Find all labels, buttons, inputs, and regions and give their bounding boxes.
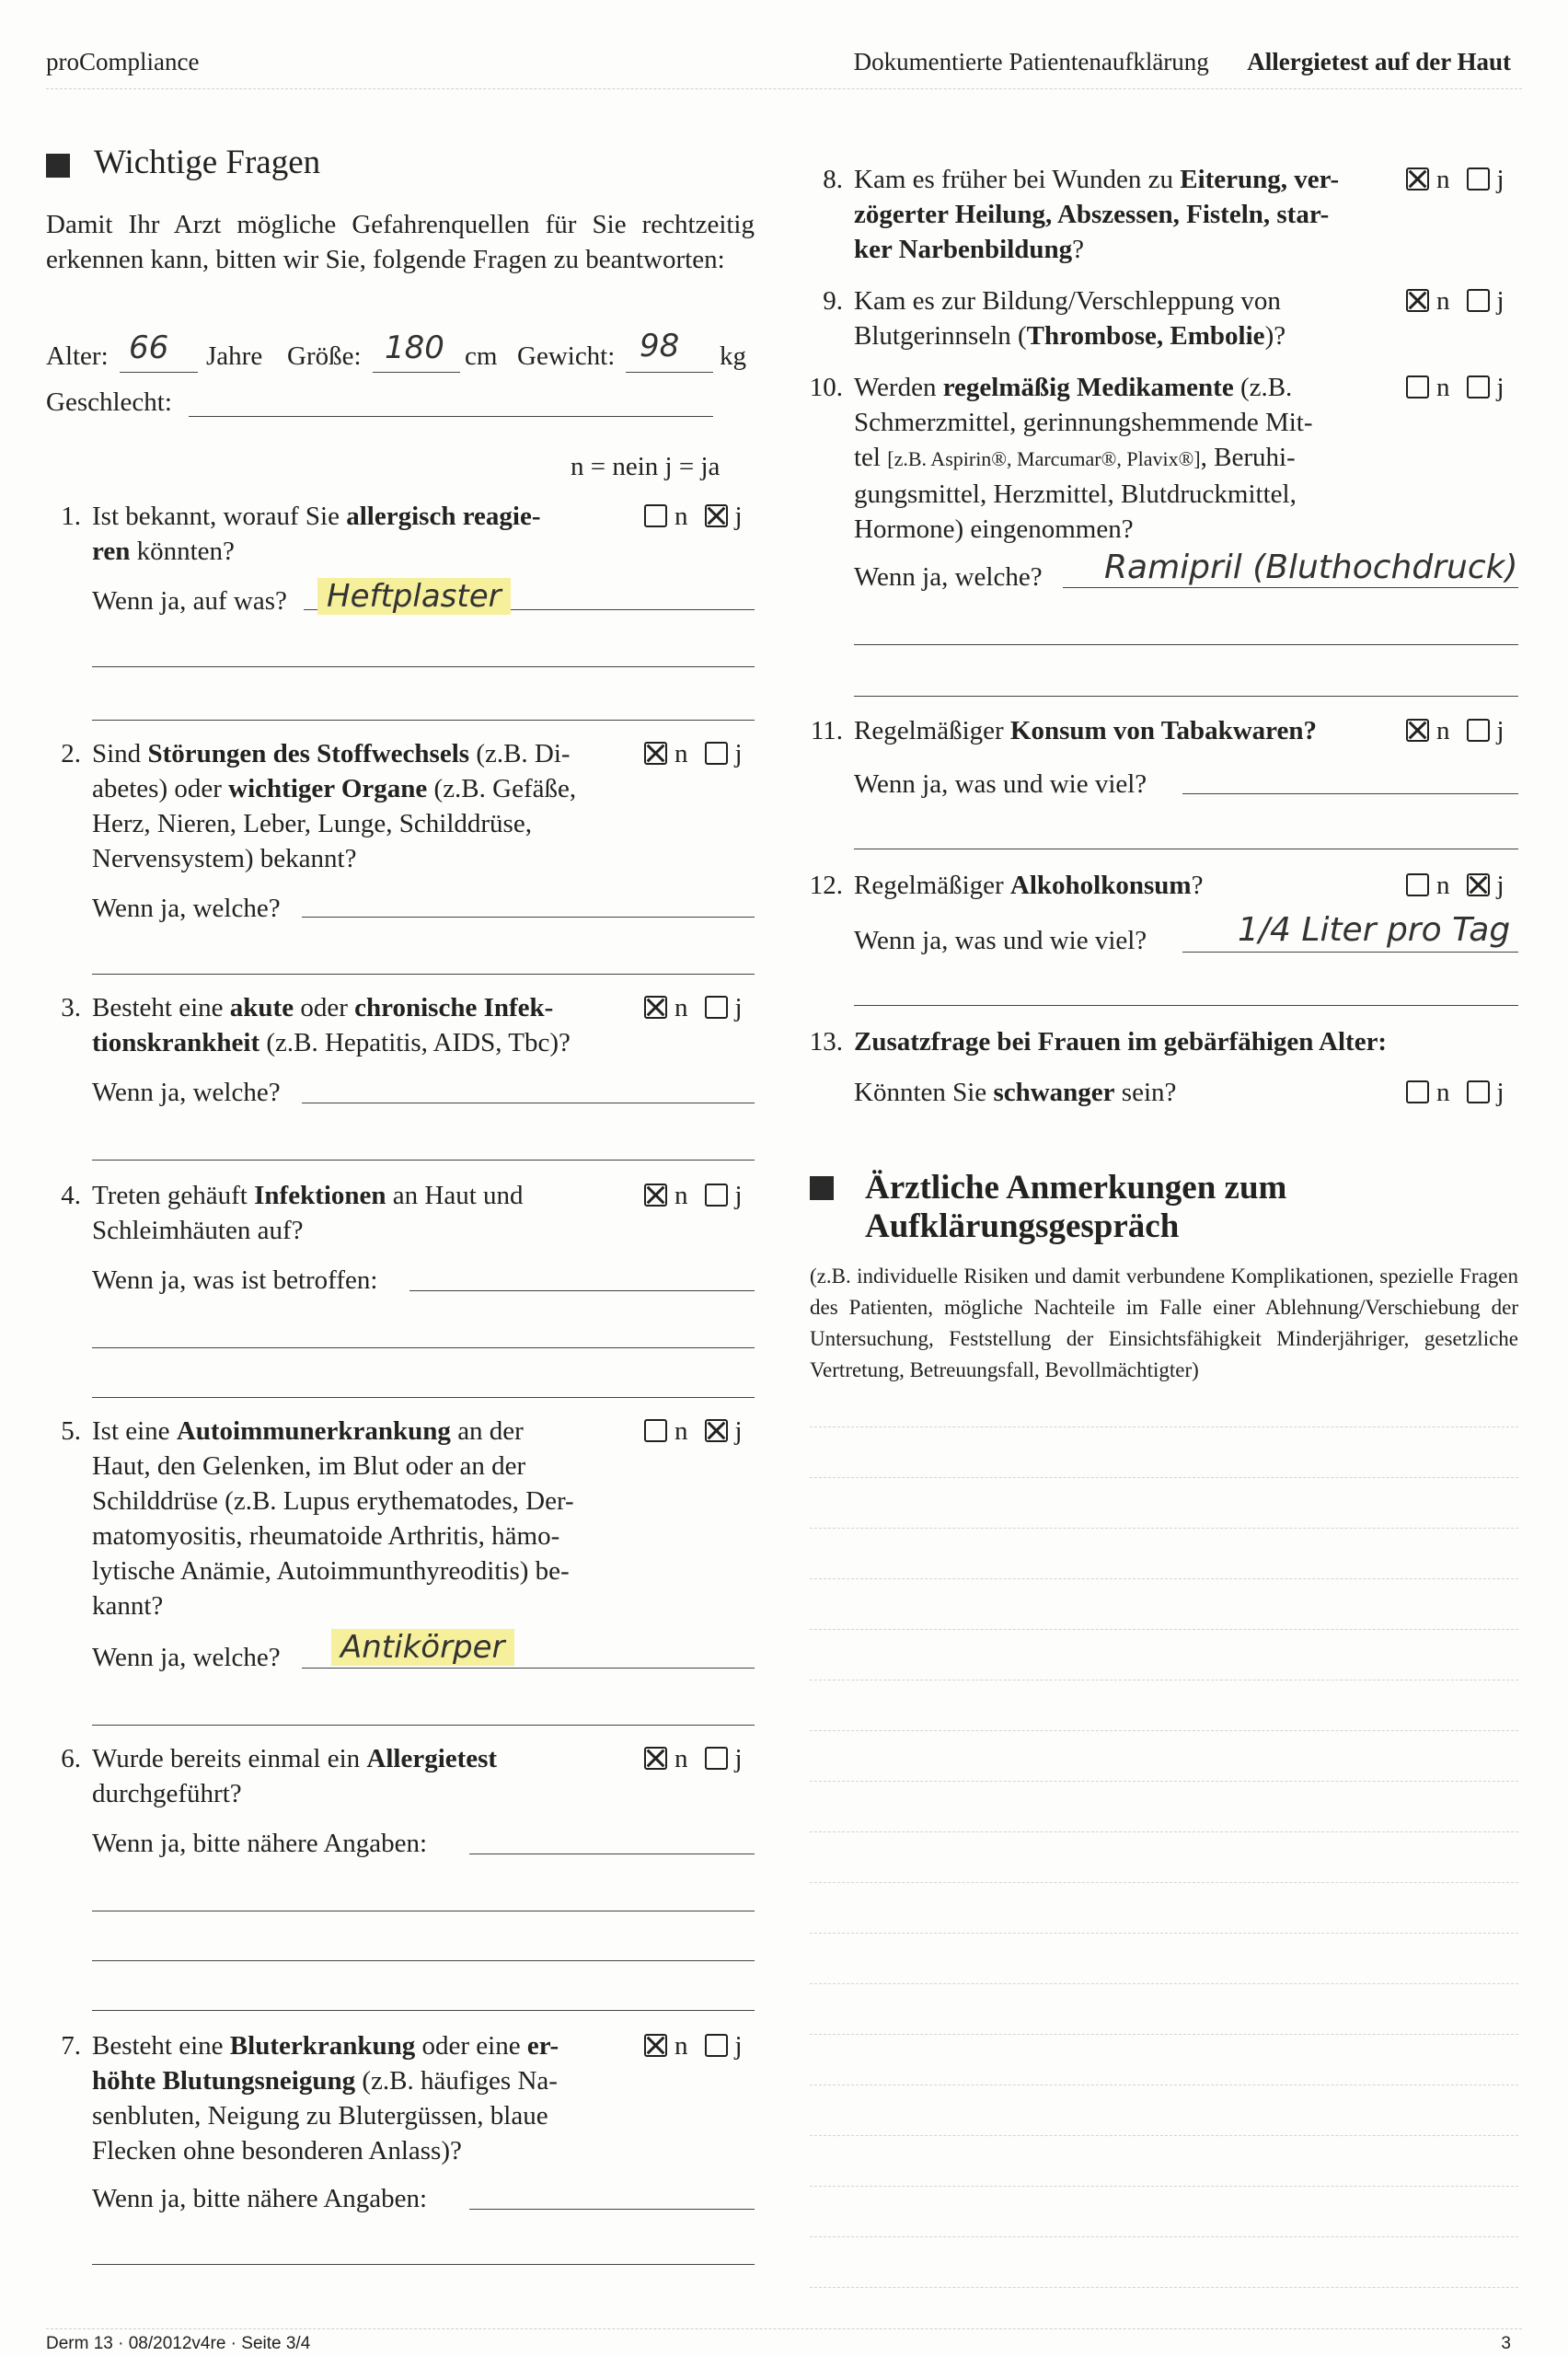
question-9-checkboxes: n j [1406, 283, 1505, 318]
height-value[interactable]: 180 [385, 329, 444, 366]
notes-line[interactable] [810, 2287, 1518, 2288]
q4-extra-line[interactable] [92, 1347, 755, 1348]
q6-extra-line[interactable] [92, 2010, 755, 2011]
q7-follow-label: Wenn ja, bitte nähere Angaben: [92, 2184, 428, 2213]
q12-checkbox-j[interactable] [1467, 873, 1490, 896]
footer-code: Derm 13 · 08/2012v4re · Seite 3/4 [46, 2334, 311, 2353]
q12-extra-line[interactable] [854, 1005, 1518, 1006]
section2-note: (z.B. individuelle Risiken und damit verbundene Komplikationen, spezielle Fragen des Patienten, mögliche Nachteile im Falle einer Ablehnung/Verschiebung der Untersuchung, Feststellung der Einsichtsfähigkeit Minderjähriger, gesetzliche Vertretung, Betreuungsfall, Bevollmächtigter) [810, 1265, 1518, 1381]
height-unit: cm [465, 341, 498, 371]
q10-checkbox-n[interactable] [1406, 375, 1429, 398]
notes-line[interactable] [810, 2135, 1518, 2136]
footer-divider [46, 2328, 1522, 2329]
page-number: 3 [1501, 2334, 1511, 2353]
notes-line[interactable] [810, 2034, 1518, 2035]
notes-line[interactable] [810, 1578, 1518, 1579]
q2-answer-line[interactable] [302, 917, 755, 918]
q5-checkbox-n[interactable] [644, 1419, 667, 1442]
q11-checkbox-j[interactable] [1467, 719, 1490, 742]
q2-follow-label: Wenn ja, welche? [92, 894, 281, 923]
q12-answer-line[interactable] [1182, 952, 1518, 953]
q6-checkbox-j[interactable] [705, 1747, 728, 1770]
q1-checkbox-n[interactable] [644, 504, 667, 527]
doc-type: Dokumentierte Patientenaufklärung [853, 48, 1209, 75]
question-3-checkboxes: n j [644, 990, 743, 1025]
q1-extra-line[interactable] [92, 720, 755, 721]
q13-checkbox-n[interactable] [1406, 1080, 1429, 1103]
q4-checkbox-n[interactable] [644, 1184, 667, 1207]
q4-checkbox-j[interactable] [705, 1184, 728, 1207]
q11-checkbox-n[interactable] [1406, 719, 1429, 742]
q4-answer-line[interactable] [409, 1290, 755, 1291]
q2-extra-line[interactable] [92, 974, 755, 975]
section-title-wichtige-fragen: Wichtige Fragen [46, 143, 320, 182]
q5-answer-line[interactable] [302, 1668, 755, 1669]
question-2-checkboxes: n j [644, 736, 743, 771]
q6-checkbox-n[interactable] [644, 1747, 667, 1770]
intro-text: Damit Ihr Arzt mögliche Gefahrenquellen für Sie rechtzeitig erkennen kann, bitten wir Sie, folgende Fragen zu beantworten: [46, 210, 755, 274]
q8-checkbox-n[interactable] [1406, 167, 1429, 191]
q13-follow-label: Könnten Sie schwanger sein? [854, 1078, 1177, 1107]
q12-answer[interactable]: 1/4 Liter pro Tag [1238, 911, 1511, 949]
notes-line[interactable] [810, 1933, 1518, 1934]
age-value[interactable]: 66 [129, 329, 169, 366]
q12-checkbox-n[interactable] [1406, 873, 1429, 896]
q8-checkbox-j[interactable] [1467, 167, 1490, 191]
q4-extra-line[interactable] [92, 1397, 755, 1398]
q7-extra-line[interactable] [92, 2264, 755, 2265]
question-1-checkboxes: n j [644, 499, 743, 534]
header-title-group [854, 48, 1511, 76]
notes-line[interactable] [810, 1983, 1518, 1984]
height-label: Größe: [287, 341, 362, 371]
q9-checkbox-n[interactable] [1406, 289, 1429, 312]
q9-checkbox-j[interactable] [1467, 289, 1490, 312]
notes-line[interactable] [810, 1528, 1518, 1529]
question-10-checkboxes: n j [1406, 370, 1505, 405]
q6-extra-line[interactable] [92, 1960, 755, 1961]
question-4-checkboxes: n j [644, 1178, 743, 1213]
q3-checkbox-j[interactable] [705, 996, 728, 1019]
q10-extra-line[interactable] [854, 696, 1518, 697]
q7-checkbox-j[interactable] [705, 2034, 728, 2057]
weight-value[interactable]: 98 [640, 328, 680, 364]
section-square-icon [810, 1176, 834, 1200]
notes-line[interactable] [810, 2236, 1518, 2237]
q3-checkbox-n[interactable] [644, 996, 667, 1019]
notes-line[interactable] [810, 1477, 1518, 1478]
notes-line[interactable] [810, 1882, 1518, 1883]
notes-line[interactable] [810, 1730, 1518, 1731]
brand-logo: proCompliance [46, 48, 200, 75]
doc-title: Allergietest auf der Haut [1247, 48, 1511, 75]
gender-field-line[interactable] [189, 416, 713, 417]
q1-follow-label: Wenn ja, auf was? [92, 586, 287, 616]
q2-checkbox-n[interactable] [644, 742, 667, 765]
q7-checkbox-n[interactable] [644, 2034, 667, 2057]
q1-checkbox-j[interactable] [705, 504, 728, 527]
q3-extra-line[interactable] [92, 1160, 755, 1161]
q5-checkbox-j[interactable] [705, 1419, 728, 1442]
q4-follow-label: Wenn ja, was ist betroffen: [92, 1265, 378, 1295]
q5-answer: Antikörper [331, 1629, 514, 1666]
weight-label: Gewicht: [517, 341, 616, 371]
q5-extra-line[interactable] [92, 1725, 755, 1726]
q2-checkbox-j[interactable] [705, 742, 728, 765]
q6-follow-label: Wenn ja, bitte nähere Angaben: [92, 1829, 428, 1858]
q12-follow-label: Wenn ja, was und wie viel? [854, 926, 1147, 955]
q11-follow-label: Wenn ja, was und wie viel? [854, 769, 1147, 799]
q7-answer-line[interactable] [469, 2209, 755, 2210]
q13-checkbox-j[interactable] [1467, 1080, 1490, 1103]
q10-extra-line[interactable] [854, 644, 1518, 645]
weight-field-line [626, 372, 713, 373]
notes-line[interactable] [810, 1781, 1518, 1782]
q1-answer: Heftplaster [317, 578, 511, 615]
q10-answer[interactable]: Ramipril (Bluthochdruck) [1104, 549, 1518, 586]
q11-answer-line[interactable] [1182, 793, 1518, 794]
notes-line[interactable] [810, 1831, 1518, 1832]
question-11-checkboxes: n j [1406, 713, 1505, 748]
q3-follow-label: Wenn ja, welche? [92, 1078, 281, 1107]
header-divider [46, 88, 1522, 89]
q5-follow-label: Wenn ja, welche? [92, 1643, 281, 1672]
height-field-line [373, 372, 460, 373]
q10-answer-line[interactable] [1063, 587, 1518, 588]
section-square-icon [46, 154, 70, 178]
notes-line[interactable] [810, 1426, 1518, 1427]
legend-text: n = nein j = ja [571, 452, 721, 481]
age-unit: Jahre [206, 341, 263, 371]
q1-extra-line[interactable] [92, 666, 755, 667]
question-8-checkboxes: n j [1406, 162, 1505, 197]
question-12-checkboxes: n j [1406, 868, 1505, 903]
q10-follow-label: Wenn ja, welche? [854, 562, 1043, 592]
age-field-line [120, 372, 198, 373]
notes-line[interactable] [810, 1629, 1518, 1630]
weight-unit: kg [720, 341, 746, 371]
q10-checkbox-j[interactable] [1467, 375, 1490, 398]
notes-line[interactable] [810, 2186, 1518, 2187]
question-7-checkboxes: n j [644, 2028, 743, 2063]
question-5-checkboxes: n j [644, 1414, 743, 1449]
question-6-checkboxes: n j [644, 1741, 743, 1776]
question-13-checkboxes: n j [1406, 1075, 1505, 1110]
gender-label: Geschlecht: [46, 387, 172, 417]
age-label: Alter: [46, 341, 109, 371]
